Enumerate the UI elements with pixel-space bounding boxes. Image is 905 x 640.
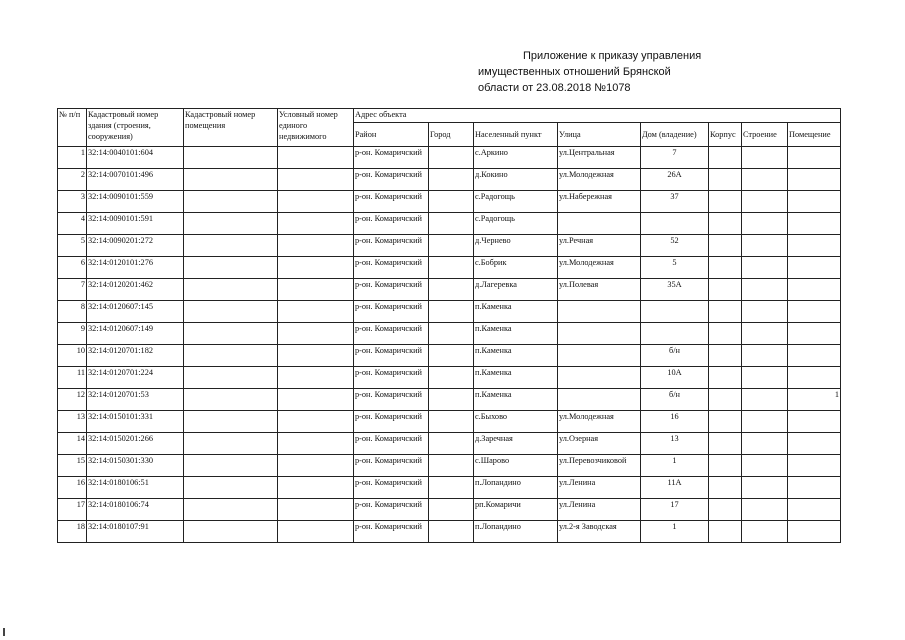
header-line-3: области от 23.08.2018 №1078: [478, 82, 631, 94]
cell-district: р-он. Комаричский: [354, 301, 429, 323]
col-address: Адрес объекта: [354, 109, 841, 123]
cell-building: [742, 147, 788, 169]
table-row: [58, 323, 841, 345]
cell-cond-num: [278, 367, 354, 389]
cell-house: 17: [641, 499, 709, 521]
cell-cad-room: [184, 477, 278, 499]
cell-house: 10А: [641, 367, 709, 389]
cell-settlement: д.Кокино: [474, 169, 558, 191]
cell-district: р-он. Комаричский: [354, 345, 429, 367]
cell-street: [558, 389, 641, 411]
cell-room: [788, 213, 841, 235]
cell-street: ул.Ленина: [558, 499, 641, 521]
cell-district: р-он. Комаричский: [354, 147, 429, 169]
cell-settlement: п.Каменка: [474, 345, 558, 367]
cell-building: [742, 345, 788, 367]
cell-street: [558, 301, 641, 323]
cell-settlement: с.Быхово: [474, 411, 558, 433]
cell-district: р-он. Комаричский: [354, 455, 429, 477]
header-line-1: Приложение к приказу управления: [523, 50, 702, 62]
col-cad-building: Кадастровый номер здания (строения, сооружения): [87, 109, 184, 147]
table-row: [58, 279, 841, 301]
table-row: [58, 455, 841, 477]
cell-city: [429, 389, 474, 411]
cell-city: [429, 213, 474, 235]
cell-cad-room: [184, 433, 278, 455]
cell-house: 37: [641, 191, 709, 213]
col-cad-room: Кадастровый номер помещения: [184, 109, 278, 147]
cell-room: [788, 455, 841, 477]
cell-settlement: с.Шарово: [474, 455, 558, 477]
cell-street: ул.Перевозчиковой: [558, 455, 641, 477]
cell-cond-num: [278, 191, 354, 213]
cell-cad-room: [184, 301, 278, 323]
cell-cad-building: 32:14:0150201:266: [87, 433, 184, 455]
cell-house: 13: [641, 433, 709, 455]
cell-city: [429, 169, 474, 191]
cell-settlement: с.Бобрик: [474, 257, 558, 279]
cell-district: р-он. Комаричский: [354, 477, 429, 499]
cell-city: [429, 301, 474, 323]
cell-room: [788, 499, 841, 521]
cell-num: 1: [58, 147, 87, 169]
cell-cad-room: [184, 191, 278, 213]
cell-num: 14: [58, 433, 87, 455]
cell-building: [742, 279, 788, 301]
cell-city: [429, 345, 474, 367]
cell-korpus: [709, 455, 742, 477]
cell-room: [788, 477, 841, 499]
cell-city: [429, 433, 474, 455]
cell-house: 5: [641, 257, 709, 279]
cell-korpus: [709, 323, 742, 345]
cell-district: р-он. Комаричский: [354, 323, 429, 345]
cell-num: 4: [58, 213, 87, 235]
cell-korpus: [709, 257, 742, 279]
cell-korpus: [709, 191, 742, 213]
cell-building: [742, 323, 788, 345]
cell-district: р-он. Комаричский: [354, 389, 429, 411]
table-row: [58, 477, 841, 499]
cell-building: [742, 191, 788, 213]
cell-street: ул.2-я Заводская: [558, 521, 641, 543]
cell-cad-building: 32:14:0180107:91: [87, 521, 184, 543]
cell-settlement: с.Аркино: [474, 147, 558, 169]
table-header: [58, 109, 841, 147]
cell-cond-num: [278, 455, 354, 477]
cell-district: р-он. Комаричский: [354, 191, 429, 213]
col-house: Дом (владение): [641, 123, 709, 147]
cell-settlement: п.Каменка: [474, 323, 558, 345]
cell-cond-num: [278, 521, 354, 543]
cell-settlement: д.Заречная: [474, 433, 558, 455]
cell-street: ул.Речная: [558, 235, 641, 257]
cell-district: р-он. Комаричский: [354, 213, 429, 235]
cell-num: 6: [58, 257, 87, 279]
cell-city: [429, 367, 474, 389]
cell-cad-room: [184, 411, 278, 433]
table-row: [58, 301, 841, 323]
table-row: [58, 235, 841, 257]
cell-street: [558, 323, 641, 345]
cell-building: [742, 521, 788, 543]
cell-building: [742, 301, 788, 323]
table-row: [58, 411, 841, 433]
cell-city: [429, 191, 474, 213]
cell-room: [788, 323, 841, 345]
cell-korpus: [709, 411, 742, 433]
cell-korpus: [709, 521, 742, 543]
cell-num: 11: [58, 367, 87, 389]
table-row: [58, 345, 841, 367]
cell-settlement: п.Каменка: [474, 389, 558, 411]
cell-cad-room: [184, 213, 278, 235]
cell-cad-building: 32:14:0040101:604: [87, 147, 184, 169]
cell-cond-num: [278, 213, 354, 235]
cell-building: [742, 235, 788, 257]
cell-building: [742, 367, 788, 389]
cell-cad-room: [184, 521, 278, 543]
cell-cad-building: 32:14:0120607:145: [87, 301, 184, 323]
cell-house: 52: [641, 235, 709, 257]
cell-korpus: [709, 477, 742, 499]
cell-building: [742, 389, 788, 411]
cell-room: [788, 521, 841, 543]
cell-street: ул.Молодежная: [558, 169, 641, 191]
cell-cad-room: [184, 147, 278, 169]
col-building: Строение: [742, 123, 788, 147]
table-row: [58, 213, 841, 235]
cell-cad-building: 32:14:0180106:51: [87, 477, 184, 499]
cell-cond-num: [278, 279, 354, 301]
cell-cad-building: 32:14:0150301:330: [87, 455, 184, 477]
table-row: [58, 191, 841, 213]
cell-cad-room: [184, 323, 278, 345]
cell-room: [788, 411, 841, 433]
cell-building: [742, 257, 788, 279]
cell-num: 2: [58, 169, 87, 191]
cell-num: 8: [58, 301, 87, 323]
cell-house: 26А: [641, 169, 709, 191]
cell-cad-building: 32:14:0120101:276: [87, 257, 184, 279]
cell-house: 11А: [641, 477, 709, 499]
cell-korpus: [709, 213, 742, 235]
cell-cond-num: [278, 301, 354, 323]
cell-num: 3: [58, 191, 87, 213]
col-korpus: Корпус: [709, 123, 742, 147]
cell-street: [558, 345, 641, 367]
cell-num: 12: [58, 389, 87, 411]
cell-cond-num: [278, 499, 354, 521]
cell-korpus: [709, 367, 742, 389]
cell-korpus: [709, 235, 742, 257]
cell-room: [788, 367, 841, 389]
cell-building: [742, 455, 788, 477]
cell-cond-num: [278, 235, 354, 257]
cell-num: 16: [58, 477, 87, 499]
cell-settlement: п.Каменка: [474, 367, 558, 389]
cell-num: 15: [58, 455, 87, 477]
cell-korpus: [709, 389, 742, 411]
cell-cad-room: [184, 257, 278, 279]
cell-korpus: [709, 169, 742, 191]
cell-building: [742, 411, 788, 433]
cell-city: [429, 323, 474, 345]
table-row: [58, 389, 841, 411]
table-row: [58, 367, 841, 389]
cell-room: [788, 169, 841, 191]
cell-house: б/н: [641, 345, 709, 367]
cell-city: [429, 455, 474, 477]
cell-street: [558, 367, 641, 389]
cell-district: р-он. Комаричский: [354, 499, 429, 521]
cell-room: [788, 147, 841, 169]
cell-city: [429, 235, 474, 257]
cell-korpus: [709, 345, 742, 367]
cell-street: ул.Молодежная: [558, 257, 641, 279]
cell-korpus: [709, 433, 742, 455]
cell-district: р-он. Комаричский: [354, 433, 429, 455]
cell-street: ул.Набережная: [558, 191, 641, 213]
cell-cad-building: 32:14:0090101:591: [87, 213, 184, 235]
cell-num: 9: [58, 323, 87, 345]
cell-settlement: рп.Комаричи: [474, 499, 558, 521]
cell-district: р-он. Комаричский: [354, 411, 429, 433]
cell-settlement: п.Каменка: [474, 301, 558, 323]
cell-district: р-он. Комаричский: [354, 235, 429, 257]
cell-building: [742, 477, 788, 499]
cell-korpus: [709, 147, 742, 169]
cell-cond-num: [278, 257, 354, 279]
cell-city: [429, 279, 474, 301]
cell-korpus: [709, 301, 742, 323]
cell-house: [641, 301, 709, 323]
cell-room: [788, 279, 841, 301]
cell-cond-num: [278, 433, 354, 455]
cell-room: [788, 433, 841, 455]
col-room: Помещение: [788, 123, 841, 147]
cell-cad-room: [184, 235, 278, 257]
cell-city: [429, 411, 474, 433]
table-row: [58, 433, 841, 455]
cell-city: [429, 499, 474, 521]
cell-room: [788, 257, 841, 279]
header-line-2: имущественных отношений Брянской: [478, 66, 671, 78]
cell-settlement: с.Радогощь: [474, 191, 558, 213]
cell-settlement: д.Лагеревка: [474, 279, 558, 301]
col-street: Улица: [558, 123, 641, 147]
cell-cond-num: [278, 477, 354, 499]
table-row: [58, 257, 841, 279]
cell-cad-building: 32:14:0120607:149: [87, 323, 184, 345]
cell-settlement: п.Лопандино: [474, 521, 558, 543]
cell-cad-room: [184, 367, 278, 389]
cell-num: 18: [58, 521, 87, 543]
cell-num: 10: [58, 345, 87, 367]
cell-district: р-он. Комаричский: [354, 279, 429, 301]
cell-settlement: п.Лопандино: [474, 477, 558, 499]
cell-settlement: д.Чернево: [474, 235, 558, 257]
cell-cond-num: [278, 345, 354, 367]
cell-cad-building: 32:14:0090201:272: [87, 235, 184, 257]
table-row: [58, 521, 841, 543]
cell-cad-building: 32:14:0120701:53: [87, 389, 184, 411]
cell-city: [429, 147, 474, 169]
cell-korpus: [709, 279, 742, 301]
cell-num: 13: [58, 411, 87, 433]
cell-cad-building: 32:14:0120701:224: [87, 367, 184, 389]
table-row: [58, 147, 841, 169]
cell-street: ул.Полевая: [558, 279, 641, 301]
cell-cond-num: [278, 323, 354, 345]
cell-district: р-он. Комаричский: [354, 521, 429, 543]
cell-korpus: [709, 499, 742, 521]
cell-cond-num: [278, 147, 354, 169]
col-settlement: Населенный пункт: [474, 123, 558, 147]
cell-cad-building: 32:14:0120701:182: [87, 345, 184, 367]
cell-cad-room: [184, 169, 278, 191]
cell-cad-building: 32:14:0180106:74: [87, 499, 184, 521]
cell-street: ул.Озерная: [558, 433, 641, 455]
cell-room: [788, 191, 841, 213]
cell-cad-room: [184, 279, 278, 301]
cell-cad-room: [184, 499, 278, 521]
cell-building: [742, 499, 788, 521]
table-row: [58, 499, 841, 521]
cell-city: [429, 477, 474, 499]
cell-room: 1: [788, 389, 841, 411]
cell-street: [558, 213, 641, 235]
document-header: [478, 48, 738, 96]
cell-house: 1: [641, 521, 709, 543]
cell-house: б/н: [641, 389, 709, 411]
cell-city: [429, 521, 474, 543]
cell-house: [641, 323, 709, 345]
cell-cad-room: [184, 345, 278, 367]
table-body: [58, 147, 841, 543]
cell-cond-num: [278, 389, 354, 411]
cell-district: р-он. Комаричский: [354, 367, 429, 389]
cell-city: [429, 257, 474, 279]
property-table: [57, 108, 841, 543]
cell-house: 1: [641, 455, 709, 477]
cell-house: 16: [641, 411, 709, 433]
cell-cond-num: [278, 169, 354, 191]
cell-house: 35А: [641, 279, 709, 301]
cell-cad-room: [184, 455, 278, 477]
cell-room: [788, 235, 841, 257]
cell-cad-building: 32:14:0090101:559: [87, 191, 184, 213]
cell-cad-building: 32:14:0120201:462: [87, 279, 184, 301]
table-row: [58, 169, 841, 191]
cell-building: [742, 169, 788, 191]
cell-house: 7: [641, 147, 709, 169]
cell-cad-room: [184, 389, 278, 411]
cell-district: р-он. Комаричский: [354, 257, 429, 279]
col-cond-num: Условный номер единого недвижимого: [278, 109, 354, 147]
cell-room: [788, 301, 841, 323]
cell-street: ул.Молодежная: [558, 411, 641, 433]
cell-cad-building: 32:14:0150101:331: [87, 411, 184, 433]
cell-settlement: с.Радогощь: [474, 213, 558, 235]
cell-building: [742, 213, 788, 235]
col-num: № п/п: [58, 109, 87, 147]
cell-cond-num: [278, 411, 354, 433]
cell-num: 7: [58, 279, 87, 301]
scan-edge-mark: [3, 628, 5, 636]
col-district: Район: [354, 123, 429, 147]
cell-street: ул.Ленина: [558, 477, 641, 499]
cell-street: ул.Центральная: [558, 147, 641, 169]
cell-district: р-он. Комаричский: [354, 169, 429, 191]
cell-cad-building: 32:14:0070101:496: [87, 169, 184, 191]
cell-building: [742, 433, 788, 455]
cell-num: 5: [58, 235, 87, 257]
cell-house: [641, 213, 709, 235]
cell-room: [788, 345, 841, 367]
cell-num: 17: [58, 499, 87, 521]
col-city: Город: [429, 123, 474, 147]
